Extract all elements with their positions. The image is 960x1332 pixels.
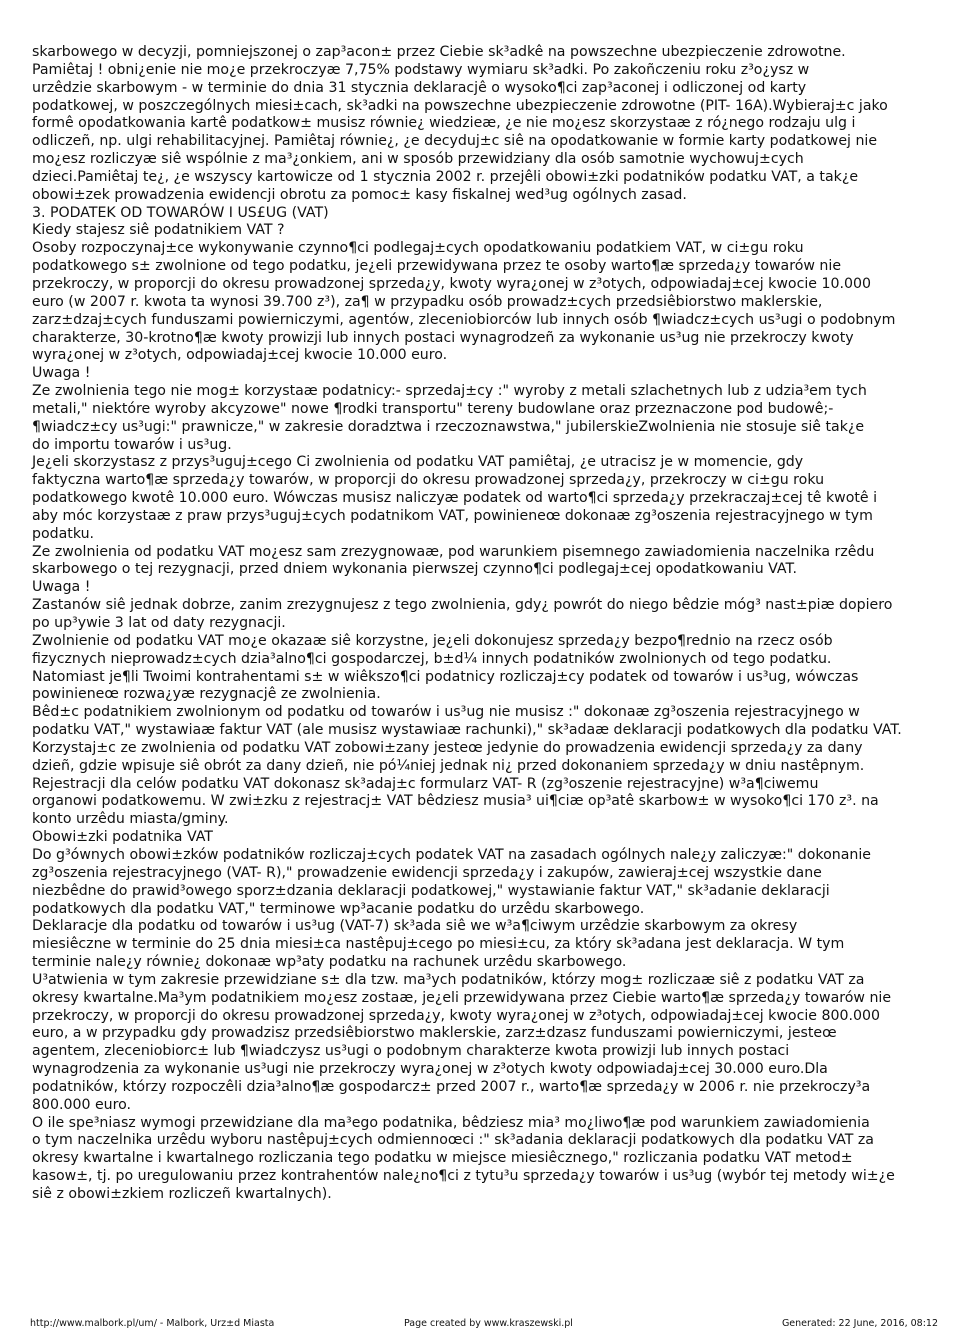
document-body: [32, 44, 942, 1204]
text-line: Pamiêtaj ! obni¿enie nie mo¿e przekroczyæ 7,75% podstawy wymiaru sk³adki. Po zakoñczeniu roku z³o¿ysz w: [32, 61, 810, 78]
text-line: siê z obowi±zkiem rozliczeñ kwartalnych).: [32, 1186, 332, 1202]
text-line: Uwaga !: [32, 579, 91, 596]
text-line: Rejestracji dla celów podatku VAT dokonasz sk³adaj±c formularz VAT- R (zg³oszenie rejestracyjne) w³a¶ciwemu: [32, 775, 819, 792]
text-line: Obowi±zki podatnika VAT: [32, 829, 213, 846]
text-line: okresy kwartalne i kwartalnego rozliczania tego podatku w miejsce miesiêcznego," rozliczania podatku VAT metod±: [32, 1150, 853, 1167]
text-line: Do g³ównych obowi±zków podatników rozliczaj±cych podatek VAT na zasadach ogólnych nale¿y zaliczyæ:" dokonanie: [32, 846, 871, 863]
text-line: Zastanów siê jednak dobrze, zanim zrezygnujesz z tego zwolnienia, gdy¿ powrót do niego bêdzie móg³ nast±piæ dopiero: [32, 597, 893, 614]
text-line: miesiêczne w terminie do 25 dnia miesi±ca nastêpuj±cego po miesi±cu, za który sk³adana jest deklaracja. W tym: [32, 936, 845, 953]
text-line: konto urzêdu miasta/gminy.: [32, 811, 229, 828]
page-footer: [30, 1318, 938, 1330]
text-line: formê opodatkowania kartê podatkow± musisz równie¿ wiedzieæ, ¿e nie mo¿esz skorzystaæ z ró¿nego rodzaju ulg i: [32, 115, 856, 132]
text-line: powinieneœ rozwa¿yæ rezygnacjê ze zwolnienia.: [32, 686, 381, 703]
text-line: do importu towarów i us³ug.: [32, 436, 232, 453]
text-line: Zwolnienie od podatku VAT mo¿e okazaæ siê korzystne, je¿eli dokonujesz sprzeda¿y bezpo¶rednio na rzecz osób: [32, 632, 833, 649]
text-line: dzieñ, gdzie wpisuje siê obrót za dany dzieñ, nie pó¼niej jednak ni¿ przed dokonaniem sprzeda¿y w dniu nastêpnym.: [32, 757, 865, 774]
text-line: urzêdzie skarbowym - w terminie do dnia 31 stycznia deklaracjê o wysoko¶ci zap³aconej i odliczonej od karty: [32, 79, 807, 96]
text-line: Ze zwolnienia tego nie mog± korzystaæ podatnicy:- sprzedaj±cy :" wyroby z metali szlachetnych lub z udzia³em tych: [32, 383, 867, 400]
text-line: charakterze, 30-krotno¶æ kwoty prowizji lub innych postaci wynagrodzeñ za wykonanie us³ug nie przekroczy kwoty: [32, 329, 854, 346]
text-line: Osoby rozpoczynaj±ce wykonywanie czynno¶ci podlegaj±cych opodatkowaniu podatkiem VAT, w ci±gu roku: [32, 240, 804, 257]
text-line: przekroczy, w proporcji do okresu prowadzonej sprzeda¿y, kwoty wyra¿onej w z³otych, odpowiadaj±cej kwocie 800.000: [32, 1007, 880, 1024]
text-line: podatników, którzy rozpoczêli dzia³alno¶æ gospodarcz± przed 2007 r., warto¶æ sprzeda¿y w 2006 r. nie przekroczy³a: [32, 1078, 871, 1095]
text-line: O ile spe³niasz wymogi przewidziane dla ma³ego podatnika, bêdziesz mia³ mo¿liwo¶æ pod warunkiem zawiadomienia: [32, 1114, 870, 1131]
text-line: skarbowego w decyzji, pomniejszonej o zap³acon± przez Ciebie sk³adkê na powszechne ubezpieczenie zdrowotne.: [32, 44, 846, 60]
text-line: zarz±dzaj±cych funduszami powierniczymi, agentów, zleceniobiorców lub innych osób ¶wiadcz±cych us³ugi o podobnym: [32, 311, 896, 328]
text-line: ¶wiadcz±cy us³ugi:" prawnicze," w zakresie doradztwa i rzeczoznawstwa," jubilerskieZwolnienia nie stosuje siê tak¿e: [32, 418, 865, 435]
text-line: Deklaracje dla podatku od towarów i us³ug (VAT-7) sk³ada siê we w³a¶ciwym urzêdzie skarbowym za okresy: [32, 918, 798, 935]
text-line: euro (w 2007 r. kwota ta wynosi 39.700 z³), za¶ w przypadku osób prowadz±cych przedsiêbiorstwo maklerskie,: [32, 293, 823, 310]
text-line: U³atwienia w tym zakresie przewidziane s± dla tzw. ma³ych podatników, którzy mog± rozliczaæ siê z podatku VAT za: [32, 971, 865, 988]
footer-credit: Page created by www.kraszewski.pl: [404, 1318, 573, 1329]
text-line: wyra¿onej w z³otych, odpowiadaj±cej kwocie 10.000 euro.: [32, 347, 448, 364]
text-line: euro, a w przypadku gdy prowadzisz przedsiêbiorstwo maklerskie, zarz±dzasz funduszami powierniczymi, jesteœ: [32, 1025, 837, 1042]
text-line: faktyczna warto¶æ sprzeda¿y towarów, w proporcji do okresu prowadzonej sprzeda¿y, przekroczy w ci±gu roku: [32, 472, 825, 489]
text-line: Je¿eli skorzystasz z przys³uguj±cego Ci zwolnienia od podatku VAT pamiêtaj, ¿e utracisz je w momencie, gdy: [32, 454, 804, 471]
text-line: Kiedy stajesz siê podatnikiem VAT ?: [32, 222, 285, 239]
text-line: przekroczy, w proporcji do okresu prowadzonej sprzeda¿y, kwoty wyra¿onej w z³otych, odpowiadaj±cej kwocie 10.000: [32, 275, 871, 292]
text-line: o tym naczelnika urzêdu wyboru nastêpuj±cych odmiennoœci :" sk³adania deklaracji podatkowych dla podatku VAT za: [32, 1132, 874, 1149]
footer-generated-date: Generated: 22 June, 2016, 08:12: [781, 1318, 938, 1329]
text-line: aby móc korzystaæ z praw przys³uguj±cych podatnikom VAT, powinieneœ dokonaæ zg³oszenia rejestracyjnego w tym: [32, 507, 873, 524]
text-line: terminie nale¿y równie¿ dokonaæ wp³aty podatku na rachunek urzêdu skarbowego.: [32, 954, 627, 971]
footer-source-url[interactable]: http://www.malbork.pl/um/ - Malbork, Urz±d Miasta: [30, 1318, 275, 1329]
text-line: wynagrodzenia za wykonanie us³ugi nie przekroczy wyra¿onej w z³otych kwoty odpowiadaj±cej 30.000 euro.Dla: [32, 1061, 828, 1078]
text-line: podatkowej, w poszczególnych miesi±cach, sk³adki na powszechne ubezpieczenie zdrowotne (PIT- 16A).Wybieraj±c jako: [32, 97, 888, 114]
text-line: podatkowych dla podatku VAT," terminowe wp³acanie podatku do urzêdu skarbowego.: [32, 900, 645, 917]
text-line: metali," niektóre wyroby akcyzowe" nowe ¶rodki transportu" tereny budowlane oraz przeznaczone pod budowê;-: [32, 400, 834, 417]
text-line: obowi±zek prowadzenia ewidencji obrotu za pomoc± kasy fiskalnej wed³ug ogólnych zasad.: [32, 186, 687, 203]
text-line: kasow±, tj. po uregulowaniu przez kontrahentów nale¿no¶ci z tytu³u sprzeda¿y towarów i us³ug (wybór tej metody wi±¿e: [32, 1168, 895, 1185]
text-line: odliczeñ, np. ulgi rehabilitacyjnej. Pamiêtaj równie¿, ¿e decyduj±c siê na opodatkowanie w formie karty podatkowej nie: [32, 133, 878, 150]
text-line: podatkowego s± zwolnione od tego podatku, je¿eli przewidywana przez te osoby warto¶æ sprzeda¿y towarów nie: [32, 258, 842, 275]
text-line: Ze zwolnienia od podatku VAT mo¿esz sam zrezygnowaæ, pod warunkiem pisemnego zawiadomienia naczelnika rzêdu: [32, 543, 875, 560]
text-line: podatku VAT," wystawiaæ faktur VAT (ale musisz wystawiaæ rachunki)," sk³adaæ deklaracji podatkowych dla podatku VAT.: [32, 722, 902, 739]
text-line: mo¿esz rozliczyæ siê wspólnie z ma³¿onkiem, ani w sposób przewidziany dla osób samotnie wychowuj±cych: [32, 151, 804, 168]
text-line: Uwaga !: [32, 365, 91, 382]
text-line: fizycznych nieprowadz±cych dzia³alno¶ci gospodarczej, b±d¼ innych podatników zwolnionych od tego podatku.: [32, 650, 832, 667]
text-line: 3. PODATEK OD TOWARÓW I US£UG (VAT): [32, 204, 329, 221]
text-line: Bêd±c podatnikiem zwolnionym od podatku od towarów i us³ug nie musisz :" dokonaæ zg³oszenia rejestracyjnego w: [32, 704, 860, 721]
text-line: podatkowego kwotê 10.000 euro. Wówczas musisz naliczyæ podatek od warto¶ci sprzeda¿y przekraczaj±cej tê kwotê i: [32, 490, 878, 507]
text-line: Natomiast je¶li Twoimi kontrahentami s± w wiêkszo¶ci podatnicy rozliczaj±cy podatek od towarów i us³ug, wówczas: [32, 668, 859, 685]
text-line: po up³ywie 3 lat od daty rezygnacji.: [32, 615, 286, 631]
text-line: organowi podatkowemu. W zwi±zku z rejestracj± VAT bêdziesz musia³ ui¶ciæ op³atê skarbow± w wysoko¶ci 170 z³. na: [32, 793, 879, 810]
text-line: dzieci.Pamiêtaj te¿, ¿e wszyscy kartowicze od 1 stycznia 2002 r. przejêli obowi±zki podatników podatku VAT, a tak¿e: [32, 168, 859, 185]
text-line: niezbêdne do prawid³owego sporz±dzania deklaracji podatkowej," wystawianie faktur VAT," sk³adanie deklaracji: [32, 882, 830, 899]
text-line: Korzystaj±c ze zwolnienia od podatku VAT zobowi±zany jesteœ jedynie do prowadzenia ewidencji sprzeda¿y za dany: [32, 739, 863, 756]
text-line: agentem, zleceniobiorc± lub ¶wiadczysz us³ugi o podobnym charakterze kwota prowizji lub innych postaci: [32, 1043, 790, 1060]
text-line: skarbowego o tej rezygnacji, przed dniem wykonania pierwszej czynno¶ci podlegaj±cej opodatkowaniu VAT.: [32, 561, 797, 578]
text-line: okresy kwartalne.Ma³ym podatnikiem mo¿esz zostaæ, je¿eli przewidywana przez Ciebie warto¶æ sprzeda¿y towarów nie: [32, 989, 892, 1006]
text-line: podatku.: [32, 525, 95, 542]
text-line: zg³oszenia rejestracyjnego (VAT- R)," prowadzenie ewidencji sprzeda¿y i zakupów, zawieraj±cej wszystkie dane: [32, 864, 822, 881]
text-line: 800.000 euro.: [32, 1096, 132, 1113]
